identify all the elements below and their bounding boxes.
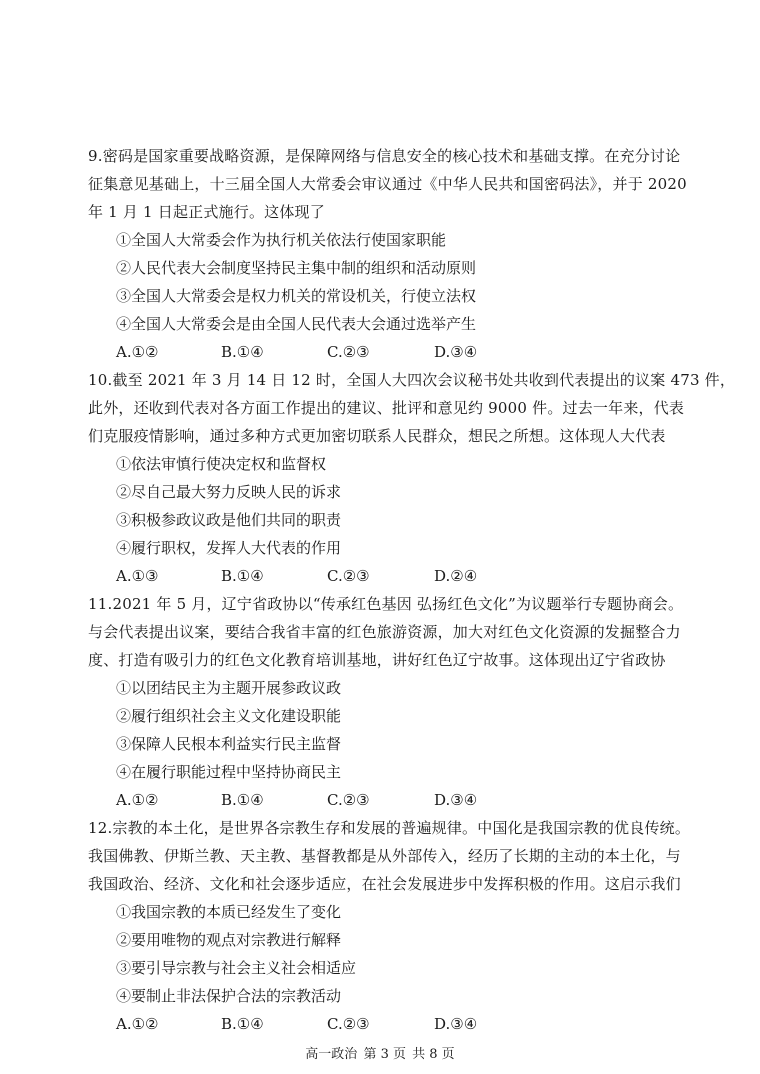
statement-option: ③全国人大常委会是权力机关的常设机关，行使立法权 [116, 287, 477, 305]
statement-option: ①以团结民主为主题开展参政议政 [116, 679, 342, 697]
answer-choice-c: C.②③ [327, 1015, 370, 1033]
answer-choice-d: D.②④ [434, 567, 478, 585]
question-stem-line: 与会代表提出议案，要结合我省丰富的红色旅游资源，加大对红色文化资源的发掘整合力 [88, 623, 681, 641]
answer-choice-a: A.①② [116, 791, 159, 809]
question-stem-line: 征集意见基础上，十三届全国人大常委会审议通过《中华人民共和国密码法》，并于 2020 [88, 175, 687, 193]
answer-choice-b: B.①④ [221, 343, 264, 361]
statement-option: ②履行组织社会主义文化建设职能 [116, 707, 342, 725]
question-stem-line: 9.密码是国家重要战略资源，是保障网络与信息安全的核心技术和基础支撑。在充分讨论 [88, 147, 681, 165]
question-stem-line: 度、打造有吸引力的红色文化教育培训基地，讲好红色辽宁故事。这体现出辽宁省政协 [88, 651, 666, 669]
answer-choice-d: D.③④ [434, 791, 478, 809]
statement-option: ①全国人大常委会作为执行机关依法行使国家职能 [116, 231, 447, 249]
statement-option: ③积极参政议政是他们共同的职责 [116, 511, 342, 529]
page-footer [0, 1046, 760, 1064]
statement-option: ③保障人民根本利益实行民主监督 [116, 735, 342, 753]
answer-choice-a: A.①② [116, 343, 159, 361]
question-stem-line: 此外，还收到代表对各方面工作提出的建议、批评和意见约 9000 件。过去一年来，代表 [88, 399, 685, 417]
answer-choice-c: C.②③ [327, 791, 370, 809]
statement-option: ④在履行职能过程中坚持协商民主 [116, 763, 342, 781]
answer-choice-a: A.①③ [116, 567, 159, 585]
statement-option: ④全国人大常委会是由全国人民代表大会通过选举产生 [116, 315, 477, 333]
statement-option: ②要用唯物的观点对宗教进行解释 [116, 931, 342, 949]
statement-option: ②人民代表大会制度坚持民主集中制的组织和活动原则 [116, 259, 477, 277]
question-stem-line: 们克服疫情影响，通过多种方式更加密切联系人民群众，想民之所想。这体现人大代表 [88, 427, 666, 445]
answer-choice-d: D.③④ [434, 343, 478, 361]
question-stem-line: 我国佛教、伊斯兰教、天主教、基督教都是从外部传入，经历了长期的主动的本土化，与 [88, 847, 681, 865]
statement-option: ④履行职权，发挥人大代表的作用 [116, 539, 342, 557]
footer-total-pages: 共 8 页 [412, 1047, 455, 1062]
statement-option: ①我国宗教的本质已经发生了变化 [116, 903, 342, 921]
question-stem-line: 我国政治、经济、文化和社会逐步适应，在社会发展进步中发挥积极的作用。这启示我们 [88, 875, 681, 893]
statement-option: ④要制止非法保护合法的宗教活动 [116, 987, 342, 1005]
question-stem-line: 12.宗教的本土化，是世界各宗教生存和发展的普遍规律。中国化是我国宗教的优良传统。 [88, 819, 691, 837]
answer-choice-b: B.①④ [221, 567, 264, 585]
answer-choice-a: A.①② [116, 1015, 159, 1033]
question-stem-line: 年 1 月 1 日起正式施行。这体现了 [88, 203, 325, 221]
footer-page-number: 第 3 页 [363, 1047, 406, 1062]
answer-choice-b: B.①④ [221, 791, 264, 809]
footer-subject: 高一政治 [305, 1047, 358, 1062]
question-stem-line: 10.截至 2021 年 3 月 14 日 12 时，全国人大四次会议秘书处共收到代表提出的议案 473 件， [88, 371, 736, 389]
question-stem-line: 11.2021 年 5 月，辽宁省政协以“传承红色基因 弘扬红色文化”为议题举行专题协商会。 [88, 595, 684, 613]
answer-choice-b: B.①④ [221, 1015, 264, 1033]
statement-option: ③要引导宗教与社会主义社会相适应 [116, 959, 357, 977]
answer-choice-d: D.③④ [434, 1015, 478, 1033]
answer-choice-c: C.②③ [327, 343, 370, 361]
answer-choice-c: C.②③ [327, 567, 370, 585]
statement-option: ①依法审慎行使决定权和监督权 [116, 455, 327, 473]
statement-option: ②尽自己最大努力反映人民的诉求 [116, 483, 342, 501]
